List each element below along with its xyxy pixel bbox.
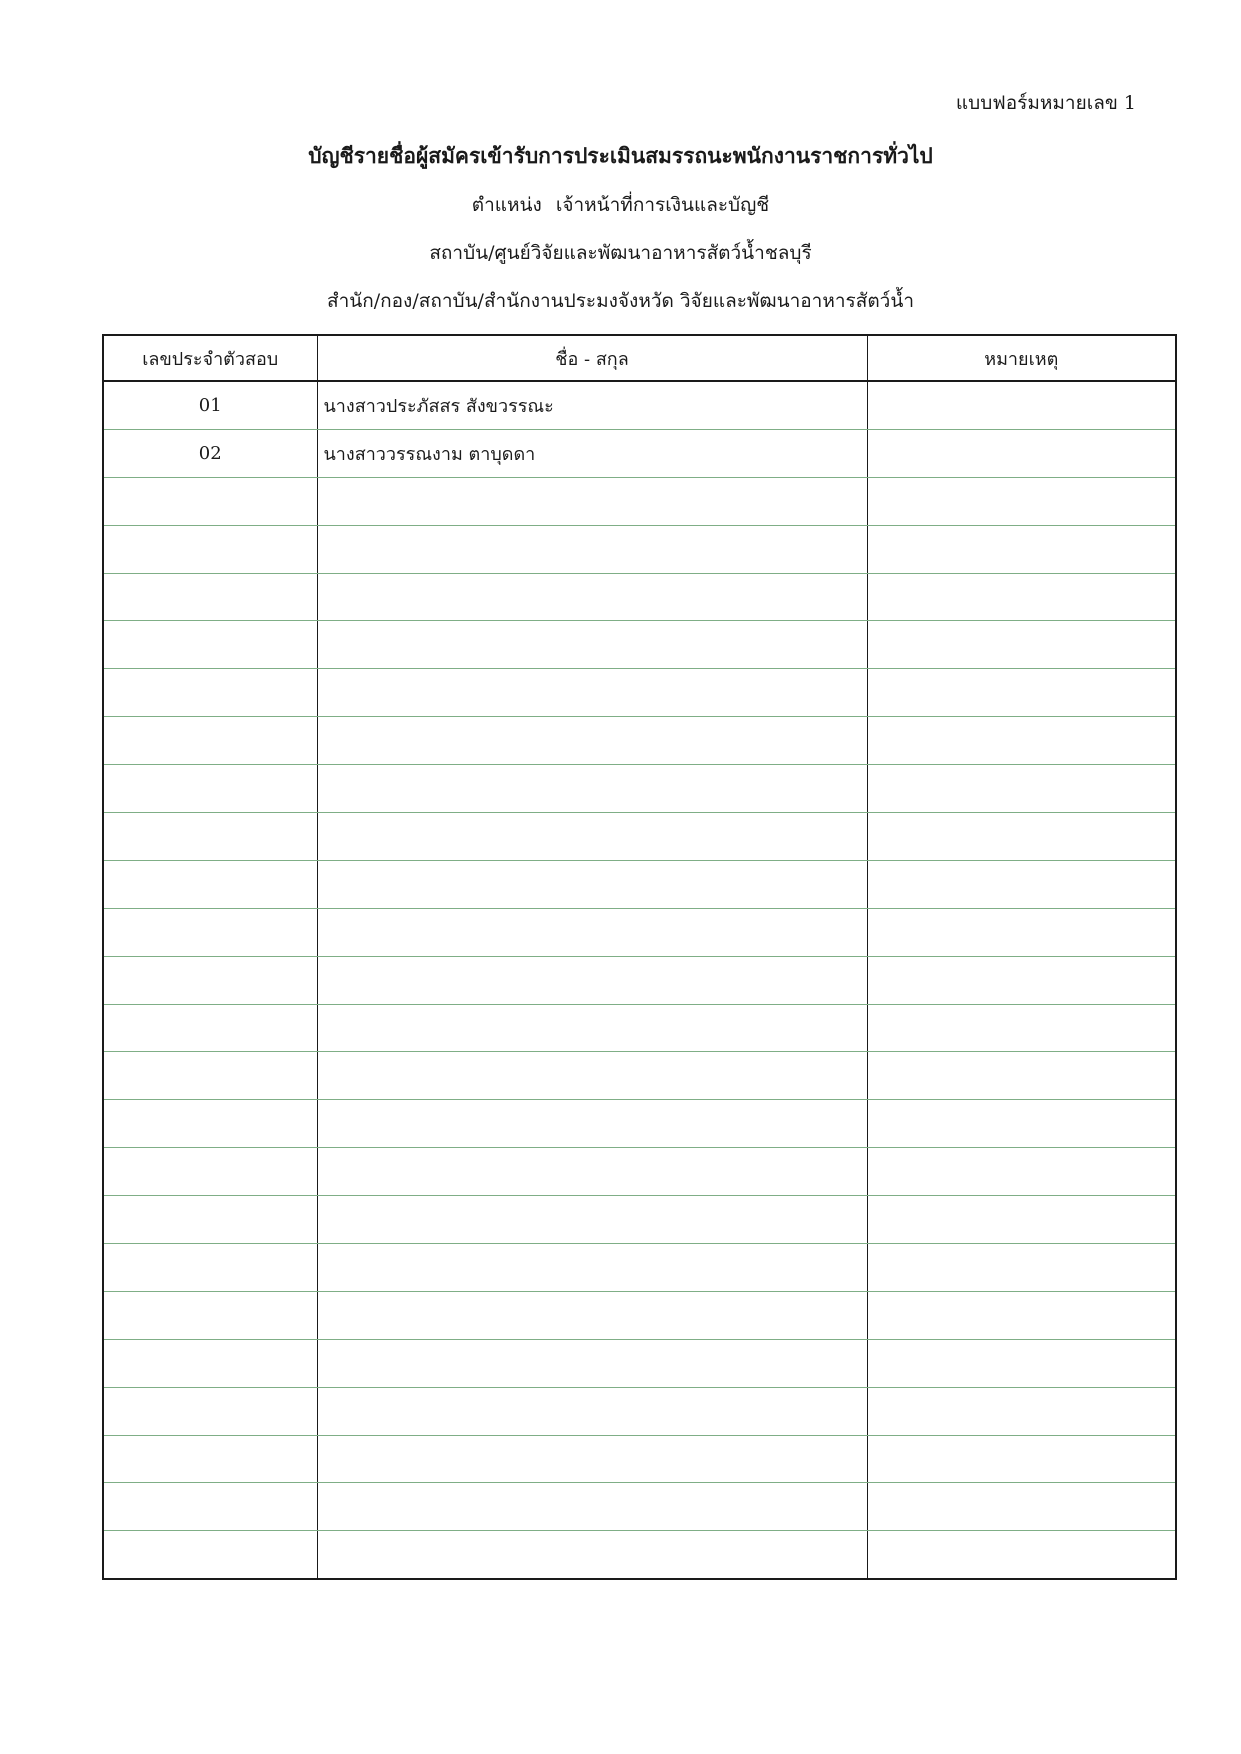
table-row xyxy=(103,669,1176,717)
form-number: แบบฟอร์มหมายเลข 1 xyxy=(955,92,1136,114)
cell-remarks xyxy=(867,669,1176,717)
cell-exam-id: 01 xyxy=(103,381,317,429)
table-row xyxy=(103,1148,1176,1196)
cell-exam-id xyxy=(103,1531,317,1579)
cell-exam-id xyxy=(103,860,317,908)
cell-exam-id: 02 xyxy=(103,429,317,477)
cell-full-name xyxy=(317,956,867,1004)
cell-remarks xyxy=(867,1483,1176,1531)
table-row xyxy=(103,621,1176,669)
cell-exam-id xyxy=(103,1483,317,1531)
cell-full-name xyxy=(317,1148,867,1196)
cell-remarks xyxy=(867,1004,1176,1052)
position-label: ตำแหน่ง xyxy=(471,194,542,216)
table-row xyxy=(103,1435,1176,1483)
cell-exam-id xyxy=(103,1435,317,1483)
cell-remarks xyxy=(867,1339,1176,1387)
cell-exam-id xyxy=(103,1196,317,1244)
table-row xyxy=(103,1387,1176,1435)
cell-remarks xyxy=(867,860,1176,908)
table-row xyxy=(103,765,1176,813)
position-value: เจ้าหน้าที่การเงินและบัญชี xyxy=(555,194,770,216)
cell-remarks xyxy=(867,908,1176,956)
cell-remarks xyxy=(867,813,1176,861)
table-row xyxy=(103,1291,1176,1339)
cell-exam-id xyxy=(103,956,317,1004)
table-row xyxy=(103,1339,1176,1387)
cell-full-name xyxy=(317,1435,867,1483)
position-line xyxy=(0,190,1241,220)
cell-full-name xyxy=(317,1100,867,1148)
cell-full-name xyxy=(317,1052,867,1100)
cell-remarks xyxy=(867,381,1176,429)
cell-full-name xyxy=(317,1531,867,1579)
cell-full-name xyxy=(317,1196,867,1244)
cell-full-name xyxy=(317,813,867,861)
cell-full-name xyxy=(317,621,867,669)
cell-remarks xyxy=(867,1387,1176,1435)
table-row xyxy=(103,1052,1176,1100)
cell-remarks xyxy=(867,1244,1176,1292)
table-row xyxy=(103,813,1176,861)
cell-full-name xyxy=(317,525,867,573)
cell-exam-id xyxy=(103,1004,317,1052)
cell-exam-id xyxy=(103,813,317,861)
cell-exam-id xyxy=(103,765,317,813)
cell-remarks xyxy=(867,621,1176,669)
cell-remarks xyxy=(867,1196,1176,1244)
cell-exam-id xyxy=(103,908,317,956)
cell-full-name xyxy=(317,1004,867,1052)
header-full-name: ชื่อ - สกุล xyxy=(317,335,867,381)
cell-remarks xyxy=(867,573,1176,621)
cell-remarks xyxy=(867,765,1176,813)
cell-exam-id xyxy=(103,1291,317,1339)
table-row xyxy=(103,717,1176,765)
cell-full-name xyxy=(317,477,867,525)
table-row xyxy=(103,1244,1176,1292)
cell-exam-id xyxy=(103,525,317,573)
table-row xyxy=(103,908,1176,956)
cell-exam-id xyxy=(103,1100,317,1148)
institute-line: สถาบัน/ศูนย์วิจัยและพัฒนาอาหารสัตว์น้ำชลบุรี xyxy=(429,242,812,264)
table-row xyxy=(103,573,1176,621)
division-line: สำนัก/กอง/สถาบัน/สำนักงานประมงจังหวัด วิจัยและพัฒนาอาหารสัตว์น้ำ xyxy=(326,290,915,312)
cell-remarks xyxy=(867,1148,1176,1196)
cell-remarks xyxy=(867,525,1176,573)
table-row xyxy=(103,860,1176,908)
cell-remarks xyxy=(867,1052,1176,1100)
cell-remarks xyxy=(867,1435,1176,1483)
cell-full-name xyxy=(317,1387,867,1435)
cell-remarks xyxy=(867,956,1176,1004)
cell-remarks xyxy=(867,1291,1176,1339)
table-header-row xyxy=(103,335,1176,381)
cell-full-name xyxy=(317,1244,867,1292)
table-row xyxy=(103,477,1176,525)
cell-full-name xyxy=(317,765,867,813)
cell-full-name xyxy=(317,908,867,956)
cell-exam-id xyxy=(103,1052,317,1100)
cell-remarks xyxy=(867,717,1176,765)
cell-remarks xyxy=(867,1100,1176,1148)
cell-exam-id xyxy=(103,717,317,765)
table-row xyxy=(103,956,1176,1004)
header-exam-id: เลขประจำตัวสอบ xyxy=(103,335,317,381)
cell-full-name xyxy=(317,860,867,908)
table-row xyxy=(103,1531,1176,1579)
document-title: บัญชีรายชื่อผู้สมัครเข้ารับการประเมินสมรรถนะพนักงานราชการทั่วไป xyxy=(308,143,933,168)
cell-exam-id xyxy=(103,573,317,621)
cell-remarks xyxy=(867,477,1176,525)
table-row xyxy=(103,1100,1176,1148)
table-row xyxy=(103,429,1176,477)
cell-full-name xyxy=(317,1339,867,1387)
cell-exam-id xyxy=(103,477,317,525)
cell-full-name: นางสาววรรณงาม ตาบุดดา xyxy=(317,429,867,477)
cell-full-name xyxy=(317,1483,867,1531)
cell-exam-id xyxy=(103,1387,317,1435)
table-row xyxy=(103,1196,1176,1244)
cell-full-name xyxy=(317,1291,867,1339)
applicant-table xyxy=(102,334,1177,1580)
cell-remarks xyxy=(867,1531,1176,1579)
cell-exam-id xyxy=(103,669,317,717)
table-row xyxy=(103,1004,1176,1052)
table-body xyxy=(103,381,1176,1579)
table-row xyxy=(103,1483,1176,1531)
header-remarks: หมายเหตุ xyxy=(867,335,1176,381)
cell-full-name xyxy=(317,717,867,765)
cell-full-name xyxy=(317,573,867,621)
cell-exam-id xyxy=(103,621,317,669)
cell-full-name: นางสาวประภัสสร สังขวรรณะ xyxy=(317,381,867,429)
cell-exam-id xyxy=(103,1339,317,1387)
cell-remarks xyxy=(867,429,1176,477)
cell-full-name xyxy=(317,669,867,717)
table-row xyxy=(103,381,1176,429)
cell-exam-id xyxy=(103,1148,317,1196)
cell-exam-id xyxy=(103,1244,317,1292)
table-row xyxy=(103,525,1176,573)
